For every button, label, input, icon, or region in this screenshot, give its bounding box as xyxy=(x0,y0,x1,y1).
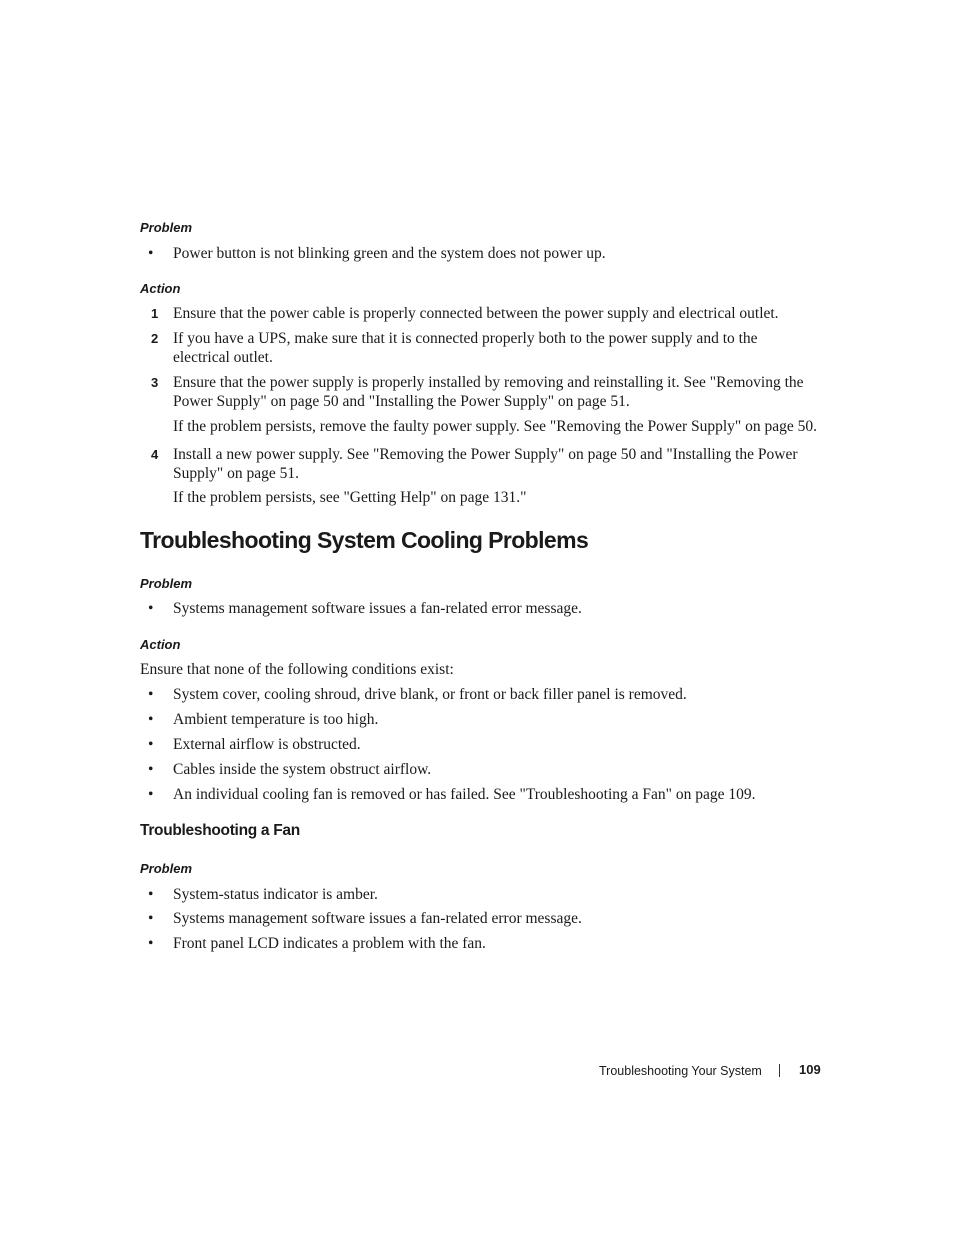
step-number: 3 xyxy=(151,375,159,390)
footer-divider xyxy=(779,1064,780,1077)
step-note: If the problem persists, remove the faulty power supply. See "Removing the Power Supply" on page 50. xyxy=(173,418,818,435)
problem-bullet-text: Systems management software issues a fan-related error message. xyxy=(173,600,582,617)
step-number: 1 xyxy=(151,306,159,321)
problem-label: Problem xyxy=(140,220,193,235)
bullet-icon: • xyxy=(148,761,154,778)
footer-chapter-title: Troubleshooting Your System xyxy=(599,1064,762,1078)
condition-item: Cables inside the system obstruct airflow. xyxy=(173,761,432,778)
condition-item: An individual cooling fan is removed or has failed. See "Troubleshooting a Fan" on page 109. xyxy=(173,786,756,803)
subsection-heading: Troubleshooting a Fan xyxy=(140,822,300,839)
action-label: Action xyxy=(140,281,181,296)
bullet-icon: • xyxy=(148,786,154,803)
bullet-icon: • xyxy=(148,736,154,753)
problem-label: Problem xyxy=(140,576,193,591)
step-number: 2 xyxy=(151,331,159,346)
step-text: If you have a UPS, make sure that it is connected properly both to the power supply and to the xyxy=(173,330,758,347)
step-text: Ensure that the power supply is properly installed by removing and reinstalling it. See "Removing the xyxy=(173,374,804,391)
bullet-icon: • xyxy=(148,686,154,703)
section-heading: Troubleshooting System Cooling Problems xyxy=(140,527,589,553)
step-text: electrical outlet. xyxy=(173,349,273,366)
condition-item: System cover, cooling shroud, drive blank, or front or back filler panel is removed. xyxy=(173,686,687,703)
problem-bullet-text: System-status indicator is amber. xyxy=(173,886,378,903)
bullet-icon: • xyxy=(148,935,154,952)
condition-item: Ambient temperature is too high. xyxy=(173,711,379,728)
step-text: Ensure that the power cable is properly connected between the power supply and electrical outlet. xyxy=(173,305,779,322)
bullet-icon: • xyxy=(148,886,154,903)
step-number: 4 xyxy=(151,447,159,462)
problem-label: Problem xyxy=(140,861,193,876)
condition-item: External airflow is obstructed. xyxy=(173,736,361,753)
problem-bullet-text: Power button is not blinking green and the system does not power up. xyxy=(173,245,606,262)
bullet-icon: • xyxy=(148,600,154,617)
problem-bullet-text: Systems management software issues a fan-related error message. xyxy=(173,910,582,927)
bullet-icon: • xyxy=(148,711,154,728)
step-note: If the problem persists, see "Getting Help" on page 131." xyxy=(173,489,527,506)
bullet-icon: • xyxy=(148,245,154,262)
problem-bullet-text: Front panel LCD indicates a problem with the fan. xyxy=(173,935,486,952)
page-number: 109 xyxy=(799,1062,821,1077)
step-text: Power Supply" on page 50 and "Installing the Power Supply" on page 51. xyxy=(173,393,630,410)
action-label: Action xyxy=(140,637,181,652)
bullet-icon: • xyxy=(148,910,154,927)
step-text: Install a new power supply. See "Removing the Power Supply" on page 50 and "Installing the Power xyxy=(173,446,798,463)
step-text: Supply" on page 51. xyxy=(173,465,300,482)
action-intro: Ensure that none of the following conditions exist: xyxy=(140,661,454,678)
